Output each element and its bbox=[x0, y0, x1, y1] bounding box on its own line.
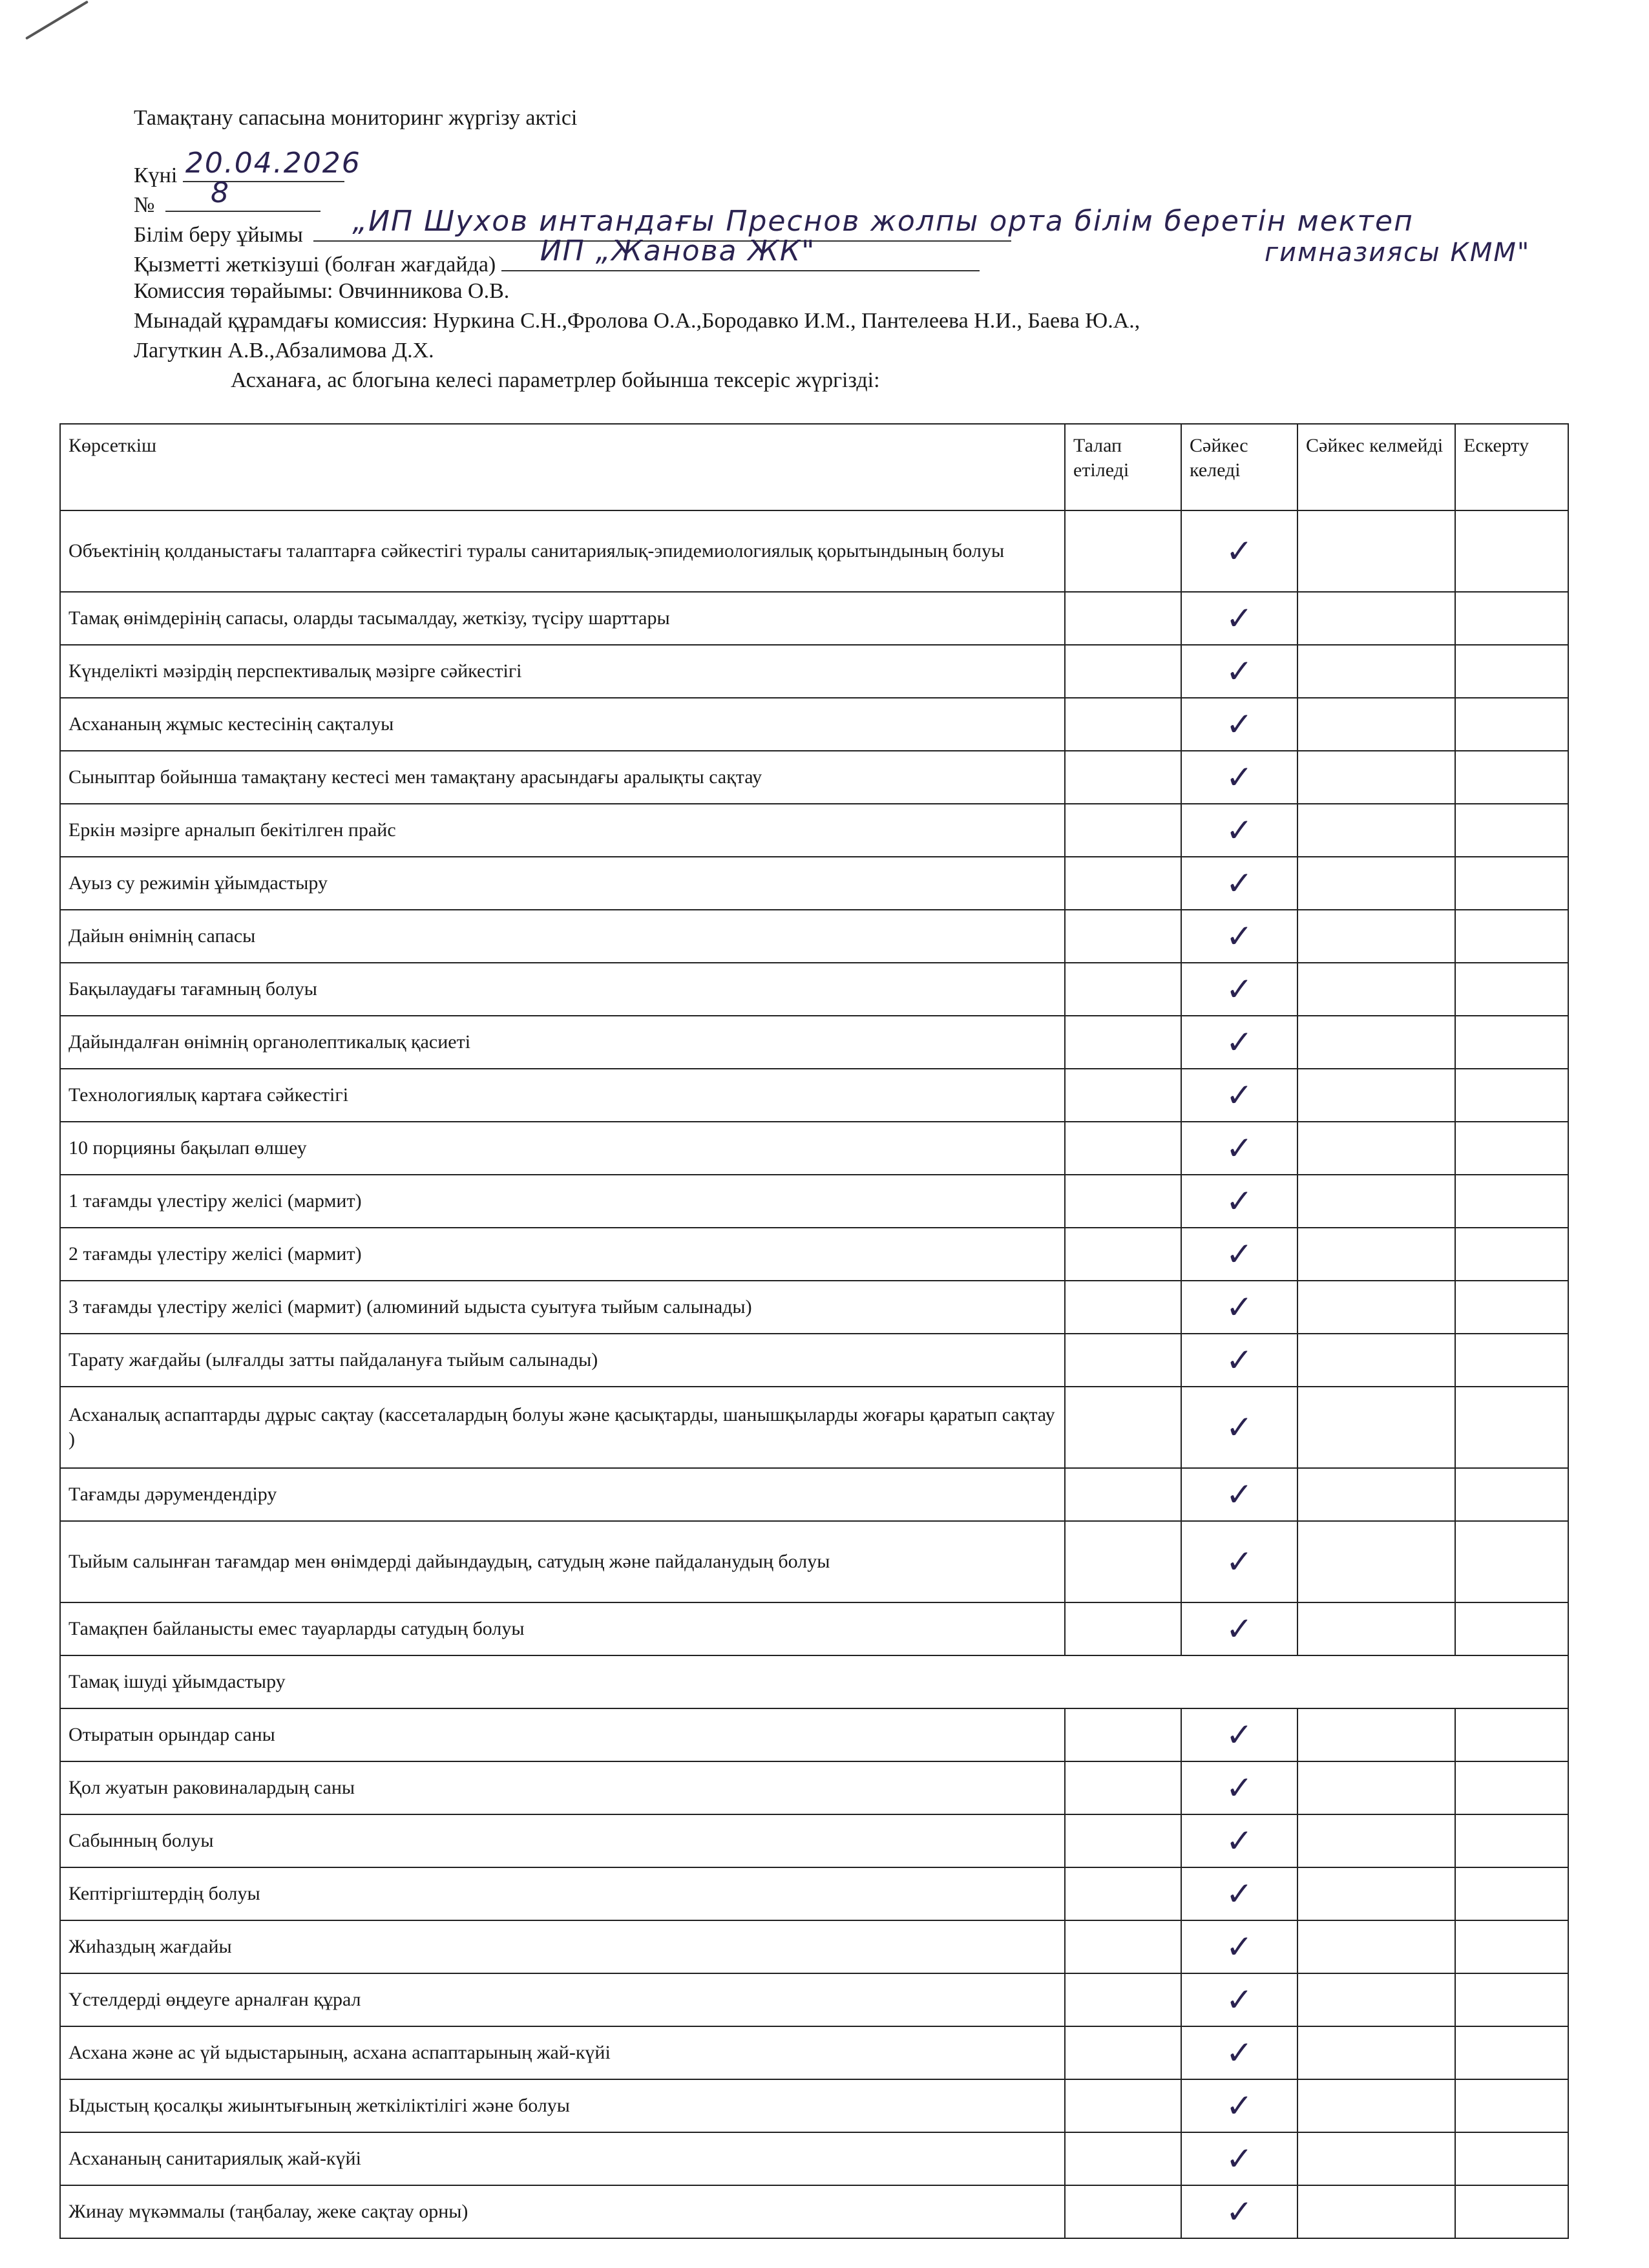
indicator-cell: Тамақ өнімдерінің сапасы, оларды тасымалдау, жеткізу, түсіру шарттары bbox=[60, 592, 1065, 645]
compliant-check-mark: ✓ bbox=[1181, 1867, 1297, 1920]
table-row bbox=[60, 698, 1568, 751]
table-row bbox=[60, 910, 1568, 963]
indicator-cell: Кептіргіштердің болуы bbox=[60, 1867, 1065, 1920]
indicator-cell: Тарату жағдайы (ылғалды затты пайдалануға тыйым салынады) bbox=[60, 1334, 1065, 1387]
required-cell bbox=[1065, 2132, 1181, 2185]
table-row bbox=[60, 1867, 1568, 1920]
noncompliant-cell bbox=[1297, 2026, 1455, 2079]
required-cell bbox=[1065, 1973, 1181, 2026]
indicator-cell: Жиһаздың жағдайы bbox=[60, 1920, 1065, 1973]
compliant-check-mark: ✓ bbox=[1181, 857, 1297, 910]
required-cell bbox=[1065, 1814, 1181, 1867]
column-header-required: Талап етіледі bbox=[1065, 424, 1181, 510]
noncompliant-cell bbox=[1297, 910, 1455, 963]
noncompliant-cell bbox=[1297, 2185, 1455, 2238]
required-cell bbox=[1065, 1602, 1181, 1655]
scan-pen-stroke bbox=[25, 1, 89, 40]
indicator-cell: Жинау мүкәммалы (таңбалау, жеке сақтау орны) bbox=[60, 2185, 1065, 2238]
note-cell bbox=[1455, 857, 1568, 910]
date-field bbox=[183, 147, 361, 182]
noncompliant-cell bbox=[1297, 1228, 1455, 1281]
note-cell bbox=[1455, 1016, 1568, 1069]
indicator-cell: Асхананың санитариялық жай-күйі bbox=[60, 2132, 1065, 2185]
indicator-cell: Тамақпен байланысты емес тауарларды сатудың болуы bbox=[60, 1602, 1065, 1655]
noncompliant-cell bbox=[1297, 1761, 1455, 1814]
section-row bbox=[60, 1655, 1568, 1708]
indicator-cell: Күнделікті мәзірдің перспективалық мәзірге сәйкестігі bbox=[60, 645, 1065, 698]
compliant-check-mark: ✓ bbox=[1181, 1708, 1297, 1761]
table-row bbox=[60, 1387, 1568, 1468]
indicator-cell: Қол жуатын раковиналардың саны bbox=[60, 1761, 1065, 1814]
members-line-2: Лагуткин А.В.,Абзалимова Д.Х. bbox=[134, 339, 434, 362]
indicator-cell: 10 порцияны бақылап өлшеу bbox=[60, 1122, 1065, 1175]
note-cell bbox=[1455, 2132, 1568, 2185]
note-cell bbox=[1455, 1122, 1568, 1175]
note-cell bbox=[1455, 1334, 1568, 1387]
required-cell bbox=[1065, 645, 1181, 698]
required-cell bbox=[1065, 1016, 1181, 1069]
organization-value-line1: „ИП Шухов интандағы Преснов жолпы орта білім беретін мектеп bbox=[352, 205, 1414, 238]
table-row bbox=[60, 592, 1568, 645]
indicator-cell: Еркін мәзірге арналып бекітілген прайс bbox=[60, 804, 1065, 857]
noncompliant-cell bbox=[1297, 645, 1455, 698]
table-row bbox=[60, 1468, 1568, 1521]
compliant-check-mark: ✓ bbox=[1181, 1069, 1297, 1122]
noncompliant-cell bbox=[1297, 1602, 1455, 1655]
required-cell bbox=[1065, 1175, 1181, 1228]
column-header-noncompliant: Сәйкес келмейді bbox=[1297, 424, 1455, 510]
note-cell bbox=[1455, 1387, 1568, 1468]
table-row bbox=[60, 1016, 1568, 1069]
number-field bbox=[165, 176, 320, 212]
note-cell bbox=[1455, 1175, 1568, 1228]
table-row bbox=[60, 1920, 1568, 1973]
compliant-check-mark: ✓ bbox=[1181, 1468, 1297, 1521]
compliant-check-mark: ✓ bbox=[1181, 1814, 1297, 1867]
table-row bbox=[60, 2132, 1568, 2185]
noncompliant-cell bbox=[1297, 751, 1455, 804]
noncompliant-cell bbox=[1297, 1387, 1455, 1468]
compliant-check-mark: ✓ bbox=[1181, 645, 1297, 698]
indicator-cell: Технологиялық картаға сәйкестігі bbox=[60, 1069, 1065, 1122]
column-header-note: Ескерту bbox=[1455, 424, 1568, 510]
compliant-check-mark: ✓ bbox=[1181, 1175, 1297, 1228]
table-row bbox=[60, 2026, 1568, 2079]
indicator-cell: 1 тағамды үлестіру желісі (мармит) bbox=[60, 1175, 1065, 1228]
indicator-cell: Сабынның болуы bbox=[60, 1814, 1065, 1867]
required-cell bbox=[1065, 1761, 1181, 1814]
note-cell bbox=[1455, 1708, 1568, 1761]
table-row bbox=[60, 1973, 1568, 2026]
members-line-1: Мынадай құрамдағы комиссия: Нуркина С.Н.,Фролова О.А.,Бородавко И.М., Пантелеева Н.И., Баева Ю.А., bbox=[134, 309, 1140, 333]
indicator-cell: Асханалық аспаптарды дұрыс сақтау (кассеталардың болуы және қасықтарды, шанышқыларды жоғары қаратып сақтау ) bbox=[60, 1387, 1065, 1468]
required-cell bbox=[1065, 1867, 1181, 1920]
table-row bbox=[60, 510, 1568, 592]
compliant-check-mark: ✓ bbox=[1181, 910, 1297, 963]
compliant-check-mark: ✓ bbox=[1181, 1602, 1297, 1655]
compliant-check-mark: ✓ bbox=[1181, 1122, 1297, 1175]
note-cell bbox=[1455, 1867, 1568, 1920]
noncompliant-cell bbox=[1297, 1973, 1455, 2026]
compliant-check-mark: ✓ bbox=[1181, 2132, 1297, 2185]
note-cell bbox=[1455, 751, 1568, 804]
required-cell bbox=[1065, 1468, 1181, 1521]
required-cell bbox=[1065, 510, 1181, 592]
note-cell bbox=[1455, 1920, 1568, 1973]
note-cell bbox=[1455, 1814, 1568, 1867]
required-cell bbox=[1065, 1334, 1181, 1387]
table-row bbox=[60, 963, 1568, 1016]
table-row bbox=[60, 1708, 1568, 1761]
compliant-check-mark: ✓ bbox=[1181, 2026, 1297, 2079]
indicator-cell: Ауыз су режимін ұйымдастыру bbox=[60, 857, 1065, 910]
table-row bbox=[60, 2185, 1568, 2238]
document-title: Тамақтану сапасына мониторинг жүргізу актісі bbox=[134, 106, 578, 130]
noncompliant-cell bbox=[1297, 804, 1455, 857]
required-cell bbox=[1065, 963, 1181, 1016]
compliant-check-mark: ✓ bbox=[1181, 1281, 1297, 1334]
required-cell bbox=[1065, 1228, 1181, 1281]
required-cell bbox=[1065, 751, 1181, 804]
indicator-cell: Тағамды дәрумендендіру bbox=[60, 1468, 1065, 1521]
noncompliant-cell bbox=[1297, 1468, 1455, 1521]
note-cell bbox=[1455, 592, 1568, 645]
date-label: Күні bbox=[134, 163, 178, 187]
intro-line: Асханаға, ас блогына келесі параметрлер бойынша тексеріс жүргізді: bbox=[231, 368, 880, 392]
note-cell bbox=[1455, 804, 1568, 857]
table-row bbox=[60, 2079, 1568, 2132]
compliant-check-mark: ✓ bbox=[1181, 804, 1297, 857]
compliant-check-mark: ✓ bbox=[1181, 751, 1297, 804]
column-header-indicator: Көрсеткіш bbox=[60, 424, 1065, 510]
compliant-check-mark: ✓ bbox=[1181, 1521, 1297, 1602]
column-header-compliant: Сәйкес келеді bbox=[1181, 424, 1297, 510]
compliant-check-mark: ✓ bbox=[1181, 1387, 1297, 1468]
required-cell bbox=[1065, 2185, 1181, 2238]
note-cell bbox=[1455, 645, 1568, 698]
noncompliant-cell bbox=[1297, 1281, 1455, 1334]
indicator-cell: Объектінің қолданыстағы талаптарға сәйкестігі туралы санитариялық-эпидемиологиялық қорытындының болуы bbox=[60, 510, 1065, 592]
note-cell bbox=[1455, 1281, 1568, 1334]
table-row bbox=[60, 1814, 1568, 1867]
compliant-check-mark: ✓ bbox=[1181, 2185, 1297, 2238]
noncompliant-cell bbox=[1297, 1521, 1455, 1602]
required-cell bbox=[1065, 1069, 1181, 1122]
required-cell bbox=[1065, 1387, 1181, 1468]
compliant-check-mark: ✓ bbox=[1181, 698, 1297, 751]
indicator-cell: 2 тағамды үлестіру желісі (мармит) bbox=[60, 1228, 1065, 1281]
compliant-check-mark: ✓ bbox=[1181, 510, 1297, 592]
noncompliant-cell bbox=[1297, 963, 1455, 1016]
note-cell bbox=[1455, 1973, 1568, 2026]
table-row bbox=[60, 1761, 1568, 1814]
required-cell bbox=[1065, 1708, 1181, 1761]
table-row bbox=[60, 1521, 1568, 1602]
compliant-check-mark: ✓ bbox=[1181, 1016, 1297, 1069]
compliant-check-mark: ✓ bbox=[1181, 592, 1297, 645]
table-row bbox=[60, 1069, 1568, 1122]
required-cell bbox=[1065, 1122, 1181, 1175]
noncompliant-cell bbox=[1297, 1175, 1455, 1228]
table-row bbox=[60, 751, 1568, 804]
compliant-check-mark: ✓ bbox=[1181, 1761, 1297, 1814]
note-cell bbox=[1455, 1521, 1568, 1602]
indicator-cell: Бақылаудағы тағамның болуы bbox=[60, 963, 1065, 1016]
noncompliant-cell bbox=[1297, 1016, 1455, 1069]
indicator-cell: Дайындалған өнімнің органолептикалық қасиеті bbox=[60, 1016, 1065, 1069]
required-cell bbox=[1065, 1521, 1181, 1602]
indicator-cell: Дайын өнімнің сапасы bbox=[60, 910, 1065, 963]
noncompliant-cell bbox=[1297, 510, 1455, 592]
indicator-cell: Сыныптар бойынша тамақтану кестесі мен тамақтану арасындағы аралықты сақтау bbox=[60, 751, 1065, 804]
noncompliant-cell bbox=[1297, 1122, 1455, 1175]
noncompliant-cell bbox=[1297, 2132, 1455, 2185]
chair-line: Комиссия төрайымы: Овчинникова О.В. bbox=[134, 279, 510, 303]
indicator-cell: Үстелдерді өңдеуге арналған құрал bbox=[60, 1973, 1065, 2026]
indicator-cell: Тыйым салынған тағамдар мен өнімдерді дайындаудың, сатудың және пайдаланудың болуы bbox=[60, 1521, 1065, 1602]
noncompliant-cell bbox=[1297, 2079, 1455, 2132]
table-row bbox=[60, 1228, 1568, 1281]
noncompliant-cell bbox=[1297, 1814, 1455, 1867]
noncompliant-cell bbox=[1297, 698, 1455, 751]
table-row bbox=[60, 1281, 1568, 1334]
act-header bbox=[134, 103, 1588, 395]
table-row bbox=[60, 1334, 1568, 1387]
noncompliant-cell bbox=[1297, 1708, 1455, 1761]
inspection-table bbox=[59, 423, 1569, 2239]
note-cell bbox=[1455, 963, 1568, 1016]
note-cell bbox=[1455, 1069, 1568, 1122]
required-cell bbox=[1065, 2026, 1181, 2079]
required-cell bbox=[1065, 2079, 1181, 2132]
note-cell bbox=[1455, 1761, 1568, 1814]
table-row bbox=[60, 1175, 1568, 1228]
noncompliant-cell bbox=[1297, 1334, 1455, 1387]
compliant-check-mark: ✓ bbox=[1181, 1973, 1297, 2026]
compliant-check-mark: ✓ bbox=[1181, 2079, 1297, 2132]
required-cell bbox=[1065, 857, 1181, 910]
note-cell bbox=[1455, 1602, 1568, 1655]
compliant-check-mark: ✓ bbox=[1181, 963, 1297, 1016]
table-row bbox=[60, 1602, 1568, 1655]
number-value: 8 bbox=[210, 176, 230, 209]
organization-value-line2: гимназиясы КММ" bbox=[1265, 238, 1531, 268]
supplier-label: Қызметті жеткізуші (болған жағдайда) bbox=[134, 253, 496, 277]
note-cell bbox=[1455, 1228, 1568, 1281]
note-cell bbox=[1455, 910, 1568, 963]
table-header-row bbox=[60, 424, 1568, 510]
indicator-cell: Асхана және ас үй ыдыстарының, асхана аспаптарының жай-күйі bbox=[60, 2026, 1065, 2079]
indicator-cell: Отыратын орындар саны bbox=[60, 1708, 1065, 1761]
note-cell bbox=[1455, 2079, 1568, 2132]
noncompliant-cell bbox=[1297, 857, 1455, 910]
indicator-cell: Асхананың жұмыс кестесінің сақталуы bbox=[60, 698, 1065, 751]
required-cell bbox=[1065, 1920, 1181, 1973]
supplier-value: ИП „Жанова ЖК" bbox=[540, 235, 816, 268]
noncompliant-cell bbox=[1297, 1920, 1455, 1973]
note-cell bbox=[1455, 2185, 1568, 2238]
compliant-check-mark: ✓ bbox=[1181, 1334, 1297, 1387]
table-row bbox=[60, 645, 1568, 698]
date-line bbox=[134, 147, 1588, 187]
organization-label: Білім беру ұйымы bbox=[134, 223, 303, 247]
indicator-cell: 3 тағамды үлестіру желісі (мармит) (алюминий ыдыста суытуға тыйым салынады) bbox=[60, 1281, 1065, 1334]
table-row bbox=[60, 804, 1568, 857]
note-cell bbox=[1455, 2026, 1568, 2079]
section-label: Тамақ ішуді ұйымдастыру bbox=[60, 1655, 1568, 1708]
noncompliant-cell bbox=[1297, 592, 1455, 645]
compliant-check-mark: ✓ bbox=[1181, 1228, 1297, 1281]
compliant-check-mark: ✓ bbox=[1181, 1920, 1297, 1973]
required-cell bbox=[1065, 804, 1181, 857]
indicator-cell: Ыдыстың қосалқы жиынтығының жеткіліктілігі және болуы bbox=[60, 2079, 1065, 2132]
note-cell bbox=[1455, 510, 1568, 592]
table-row bbox=[60, 1122, 1568, 1175]
required-cell bbox=[1065, 698, 1181, 751]
required-cell bbox=[1065, 1281, 1181, 1334]
noncompliant-cell bbox=[1297, 1867, 1455, 1920]
table-row bbox=[60, 857, 1568, 910]
noncompliant-cell bbox=[1297, 1069, 1455, 1122]
supplier-field bbox=[501, 235, 980, 271]
note-cell bbox=[1455, 698, 1568, 751]
number-label: № bbox=[134, 193, 155, 217]
date-value: 20.04.2026 bbox=[185, 147, 361, 180]
required-cell bbox=[1065, 910, 1181, 963]
note-cell bbox=[1455, 1468, 1568, 1521]
required-cell bbox=[1065, 592, 1181, 645]
